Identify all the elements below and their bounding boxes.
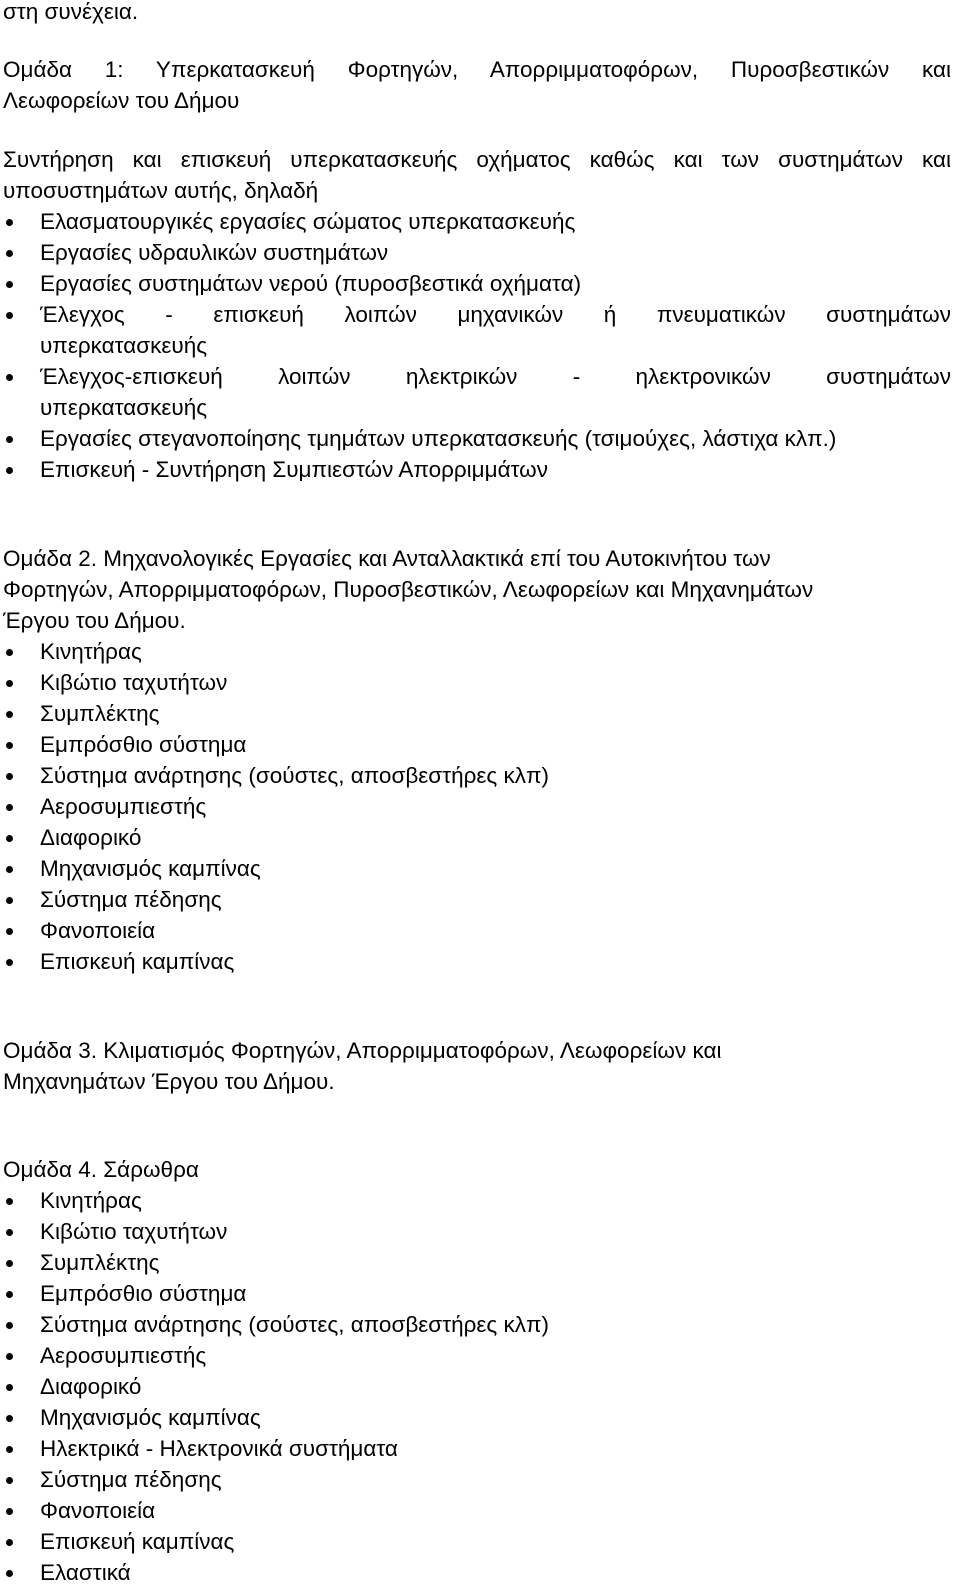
list-item: Επισκευή - Συντήρηση Συμπιεστών Απορριμμάτων [3, 454, 951, 485]
list-item: Σύστημα ανάρτησης (σούστες, αποσβεστήρες κλπ) [3, 760, 951, 791]
bullet-icon [6, 680, 13, 687]
list-item: Κιβώτιο ταχυτήτων [3, 667, 951, 698]
bullet-icon [6, 1229, 13, 1236]
list-item: Κινητήρας [3, 636, 951, 667]
list-item: Φανοποιεία [3, 1495, 951, 1526]
bullet-icon [6, 1291, 13, 1298]
bullet-icon [6, 649, 13, 656]
bullet-icon [6, 219, 13, 226]
group-1-heading-line-2: Λεωφορείων του Δήμου [3, 88, 240, 113]
bullet-icon [6, 281, 13, 288]
bullet-icon [6, 711, 13, 718]
bullet-icon [6, 1446, 13, 1453]
list-item: Μηχανισμός καμπίνας [3, 853, 951, 884]
group-1-description-line-1: Συντήρηση και επισκευή υπερκατασκευής οχήματος καθώς και των συστημάτων και [3, 147, 951, 172]
bullet-icon [6, 928, 13, 935]
bullet-icon [6, 773, 13, 780]
group-2-heading-line-3: Έργου του Δήμου. [3, 608, 186, 633]
group-4-list [3, 1185, 951, 1588]
list-item: Αεροσυμπιεστής [3, 791, 951, 822]
group-4-heading: Ομάδα 4. Σάρωθρα [3, 1157, 199, 1182]
bullet-icon [6, 1570, 13, 1577]
list-item: Εργασίες στεγανοποίησης τμημάτων υπερκατασκευής (τσιμούχες, λάστιχα κλπ.) [3, 423, 951, 454]
bullet-icon [6, 250, 13, 257]
list-item: Επισκευή καμπίνας [3, 946, 951, 977]
list-item: Εργασίες συστημάτων νερού (πυροσβεστικά οχήματα) [3, 268, 951, 299]
list-item: Σύστημα ανάρτησης (σούστες, αποσβεστήρες κλπ) [3, 1309, 951, 1340]
group-4 [3, 1154, 951, 1588]
group-3 [3, 1035, 951, 1097]
list-item: Έλεγχος-επισκευή λοιπών ηλεκτρικών - ηλεκτρονικών συστημάτων υπερκατασκευής [3, 361, 951, 423]
bullet-icon [6, 1477, 13, 1484]
group-1 [3, 54, 951, 485]
bullet-icon [6, 1508, 13, 1515]
list-item: Διαφορικό [3, 822, 951, 853]
group-3-heading-line-1: Ομάδα 3. Κλιματισμός Φορτηγών, Απορριμματοφόρων, Λεωφορείων και [3, 1038, 722, 1063]
group-3-heading-line-2: Μηχανημάτων Έργου του Δήμου. [3, 1069, 335, 1094]
bullet-icon [6, 835, 13, 842]
list-item: Συμπλέκτης [3, 698, 951, 729]
list-item: Κινητήρας [3, 1185, 951, 1216]
bullet-icon [6, 436, 13, 443]
group-1-description-line-2: υποσυστημάτων αυτής, δηλαδή [3, 178, 319, 203]
list-item: Ελασματουργικές εργασίες σώματος υπερκατασκευής [3, 206, 951, 237]
list-item: Έλεγχος - επισκευή λοιπών μηχανικών ή πνευματικών συστημάτων υπερκατασκευής [3, 299, 951, 361]
list-item: Φανοποιεία [3, 915, 951, 946]
bullet-icon [6, 1322, 13, 1329]
bullet-icon [6, 1353, 13, 1360]
group-1-list [3, 206, 951, 485]
list-item: Μηχανισμός καμπίνας [3, 1402, 951, 1433]
bullet-icon [6, 467, 13, 474]
bullet-icon [6, 866, 13, 873]
bullet-icon [6, 1384, 13, 1391]
list-item: Εργασίες υδραυλικών συστημάτων [3, 237, 951, 268]
group-2-heading-line-2: Φορτηγών, Απορριμματοφόρων, Πυροσβεστικών, Λεωφορείων και Μηχανημάτων [3, 577, 814, 602]
list-item: Συμπλέκτης [3, 1247, 951, 1278]
list-item: Διαφορικό [3, 1371, 951, 1402]
group-1-heading-line-1: Ομάδα 1: Υπερκατασκευή Φορτηγών, Απορριμματοφόρων, Πυροσβεστικών και [3, 57, 951, 82]
bullet-icon [6, 1198, 13, 1205]
bullet-icon [6, 374, 13, 381]
bullet-icon [6, 1539, 13, 1546]
list-item: Αεροσυμπιεστής [3, 1340, 951, 1371]
bullet-icon [6, 1260, 13, 1267]
list-item: Σύστημα πέδησης [3, 884, 951, 915]
list-item: Επισκευή καμπίνας [3, 1526, 951, 1557]
intro-text: στη συνέχεια. [3, 0, 139, 24]
document-page [3, 0, 951, 1588]
list-item: Εμπρόσθιο σύστημα [3, 1278, 951, 1309]
group-2-list [3, 636, 951, 977]
bullet-icon [6, 312, 13, 319]
bullet-icon [6, 804, 13, 811]
bullet-icon [6, 959, 13, 966]
list-item: Σύστημα πέδησης [3, 1464, 951, 1495]
group-2-heading-line-1: Ομάδα 2. Μηχανολογικές Εργασίες και Ανταλλακτικά επί του Αυτοκινήτου των [3, 546, 771, 571]
list-item: Εμπρόσθιο σύστημα [3, 729, 951, 760]
list-item: Ελαστικά [3, 1557, 951, 1588]
list-item: Κιβώτιο ταχυτήτων [3, 1216, 951, 1247]
bullet-icon [6, 1415, 13, 1422]
bullet-icon [6, 897, 13, 904]
bullet-icon [6, 742, 13, 749]
list-item: Ηλεκτρικά - Ηλεκτρονικά συστήματα [3, 1433, 951, 1464]
group-2 [3, 543, 951, 977]
